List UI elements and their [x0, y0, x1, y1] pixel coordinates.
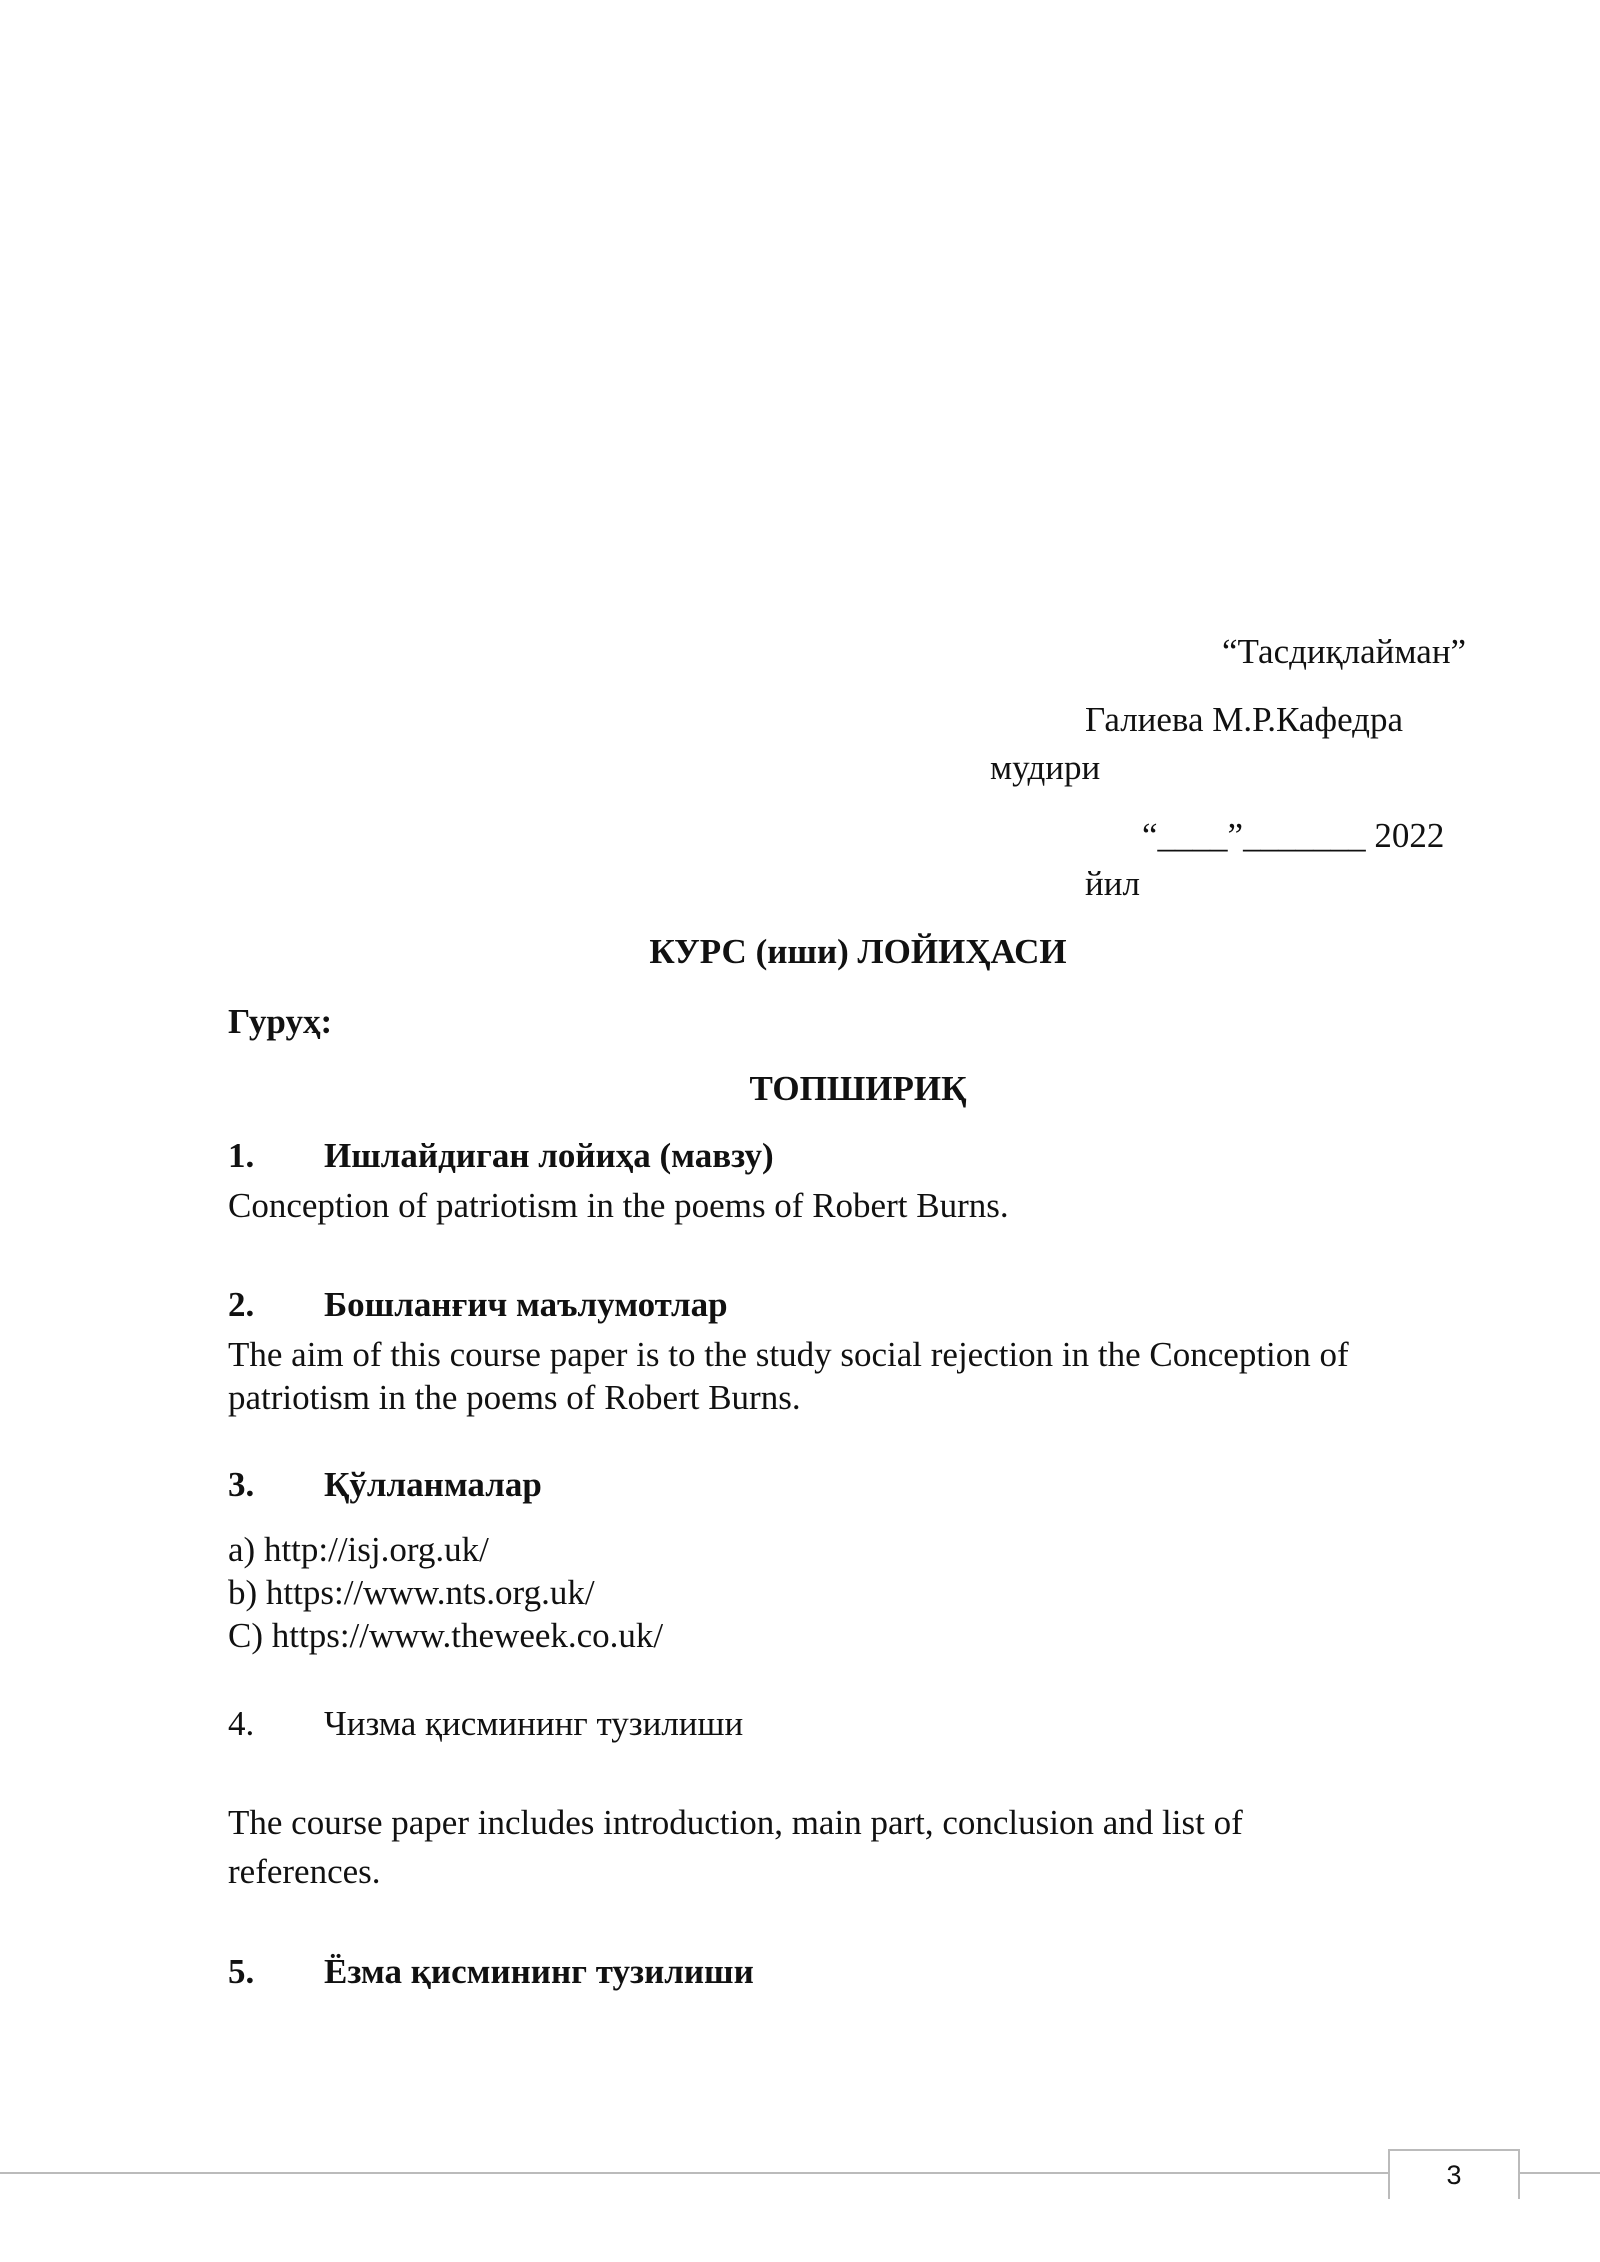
- section-2-number: 2.: [228, 1285, 255, 1324]
- reference-link-c[interactable]: C) https://www.theweek.co.uk/: [228, 1616, 664, 1655]
- section-4-text-line-1: The course paper includes introduction, main part, conclusion and list of: [228, 1803, 1243, 1842]
- section-1-heading: Ишлайдиган лойиҳа (мавзу): [324, 1136, 774, 1175]
- reference-link-a[interactable]: a) http://isj.org.uk/: [228, 1530, 489, 1569]
- task-heading: ТОПШИРИҚ: [749, 1069, 967, 1108]
- group-label: Гуруҳ:: [228, 1002, 333, 1041]
- section-2-text-line-1: The aim of this course paper is to the study social rejection in the Conception of: [228, 1335, 1349, 1374]
- section-3-number: 3.: [228, 1465, 255, 1504]
- section-2-text-line-2: patriotism in the poems of Robert Burns.: [228, 1378, 801, 1417]
- page-number: 3: [1388, 2149, 1520, 2199]
- section-4-heading: Чизма қисмининг тузилиши: [324, 1704, 744, 1743]
- approval-date: “____”_______ 2022: [1142, 816, 1445, 855]
- document-title: КУРС (иши) ЛОЙИҲАСИ: [649, 932, 1067, 971]
- section-1-text: Conception of patriotism in the poems of Robert Burns.: [228, 1186, 1009, 1225]
- footer-divider: [0, 2172, 1600, 2174]
- section-5-number: 5.: [228, 1952, 255, 1991]
- approver-position: мудири: [990, 748, 1101, 787]
- reference-link-b[interactable]: b) https://www.nts.org.uk/: [228, 1573, 595, 1612]
- approval-year: йил: [1085, 864, 1140, 903]
- approver-name: Галиева М.Р.Кафедра: [1085, 700, 1404, 739]
- section-4-number: 4.: [228, 1704, 255, 1743]
- approval-stamp: “Тасдиқлайман”: [1222, 632, 1467, 671]
- section-3-heading: Қўлланмалар: [324, 1465, 542, 1504]
- section-5-heading: Ёзма қисмининг тузилиши: [324, 1952, 754, 1991]
- section-4-text-line-2: references.: [228, 1852, 381, 1891]
- section-2-heading: Бошланғич маълумотлар: [324, 1285, 728, 1324]
- section-1-number: 1.: [228, 1136, 255, 1175]
